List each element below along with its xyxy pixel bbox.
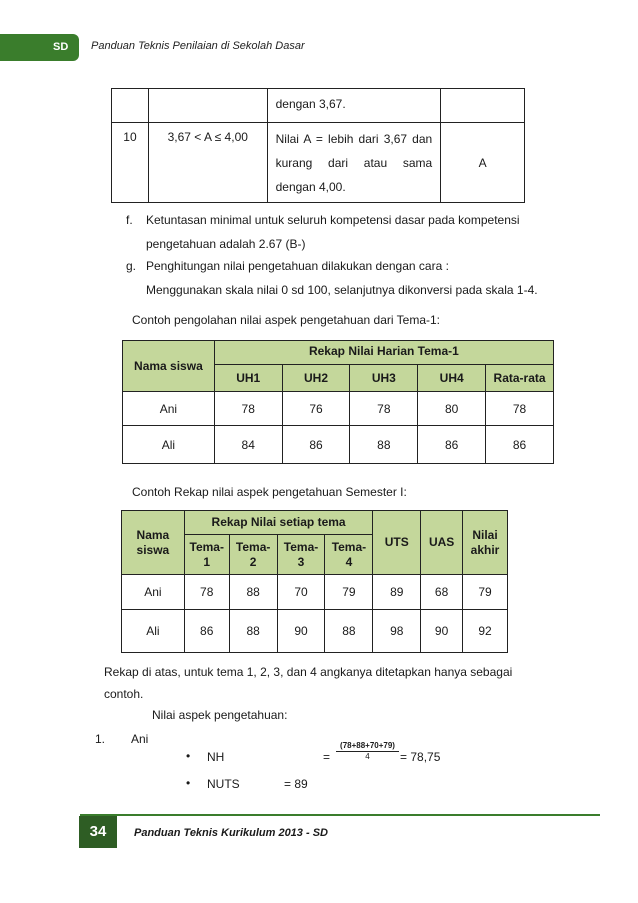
row-number: 10: [112, 123, 149, 203]
col-header: UH3: [350, 365, 418, 392]
col-header-name: Nama siswa: [123, 341, 215, 392]
nh-result: = 78,75: [400, 750, 441, 764]
score-cell: 68: [421, 575, 463, 610]
group-header: Rekap Nilai setiap tema: [184, 511, 373, 535]
page-number: 34: [79, 816, 117, 848]
col-header-tema: Tema- 1: [184, 535, 229, 575]
footer-title: Panduan Teknis Kurikulum 2013 - SD: [134, 827, 328, 839]
score-range: 3,67 < A ≤ 4,00: [148, 123, 267, 203]
footer-rule: [80, 814, 600, 816]
score-cell: 86: [184, 610, 229, 653]
score-cell: 70: [277, 575, 325, 610]
col-header-uts: UTS: [373, 511, 421, 575]
score-cell: 88: [350, 426, 418, 464]
score-cell: 84: [214, 426, 282, 464]
student-name: Ali: [123, 426, 215, 464]
fraction-denominator: 4: [365, 752, 370, 761]
col-header: Rata-rata: [486, 365, 554, 392]
note-f-text: Ketuntasan minimal untuk seluruh kompetensi dasar pada kompetensi: [146, 213, 520, 227]
recap-note-cont: contoh.: [104, 687, 144, 701]
recap-note: Rekap di atas, untuk tema 1, 2, 3, dan 4 angkanya ditetapkan hanya sebagai: [104, 665, 513, 679]
student-name: Ali: [122, 610, 185, 653]
score-cell: 78: [486, 392, 554, 426]
score-cell: 78: [184, 575, 229, 610]
semester-recap-table: [121, 510, 508, 653]
col-header-tema: Tema- 2: [229, 535, 277, 575]
nuts-label: NUTS: [207, 777, 240, 791]
score-cell: 92: [463, 610, 508, 653]
score-cell: 79: [463, 575, 508, 610]
range-description: dengan 3,67.: [267, 89, 441, 123]
col-header-tema: Tema- 3: [277, 535, 325, 575]
running-header-title: Panduan Teknis Penilaian di Sekolah Dasar: [91, 40, 305, 52]
note-f-marker: f.: [126, 213, 133, 227]
bullet-icon: •: [186, 749, 191, 763]
table-row: [122, 610, 508, 653]
student-name: Ani: [122, 575, 185, 610]
score-cell: 78: [214, 392, 282, 426]
score-cell: 76: [282, 392, 350, 426]
list-number: 1.: [95, 732, 106, 746]
example1-caption: Contoh pengolahan nilai aspek pengetahuan dari Tema-1:: [132, 313, 441, 327]
table-row: [123, 392, 554, 426]
score-cell: 88: [325, 610, 373, 653]
col-header-uas: UAS: [421, 511, 463, 575]
student-name: Ani: [131, 732, 149, 746]
note-f-text-cont: pengetahuan adalah 2.67 (B-): [146, 237, 306, 251]
score-cell: 79: [325, 575, 373, 610]
grade-conversion-table: [111, 88, 525, 203]
bullet-icon: •: [186, 776, 191, 790]
col-header: UH4: [418, 365, 486, 392]
table-row: [123, 426, 554, 464]
score-cell: 86: [418, 426, 486, 464]
score-cell: 80: [418, 392, 486, 426]
range-description: Nilai A = lebih dari 3,67 dan kurang dari atau sama dengan 4,00.: [267, 123, 441, 203]
score-cell: 86: [486, 426, 554, 464]
score-cell: 88: [229, 575, 277, 610]
col-header-name: Nama siswa: [122, 511, 185, 575]
note-g-marker: g.: [126, 259, 137, 273]
tema1-recap-table: [122, 340, 554, 464]
col-header: UH2: [282, 365, 350, 392]
fraction-numerator: (78+88+70+79): [336, 741, 399, 752]
nh-label: NH: [207, 750, 225, 764]
equals-sign: =: [323, 750, 331, 764]
col-header-tema: Tema- 4: [325, 535, 373, 575]
score-cell: 86: [282, 426, 350, 464]
fraction: [336, 741, 399, 762]
score-cell: 90: [421, 610, 463, 653]
section-badge: SD: [0, 34, 79, 61]
col-header: UH1: [214, 365, 282, 392]
score-cell: 78: [350, 392, 418, 426]
score-cell: 88: [229, 610, 277, 653]
grade-letter: A: [441, 123, 525, 203]
score-cell: 98: [373, 610, 421, 653]
example2-caption: Contoh Rekap nilai aspek pengetahuan Semester I:: [132, 485, 407, 499]
note-g-text: Penghitungan nilai pengetahuan dilakukan dengan cara :: [146, 259, 449, 273]
score-cell: 90: [277, 610, 325, 653]
score-cell: 89: [373, 575, 421, 610]
table-row: [112, 89, 525, 123]
nuts-value: = 89: [284, 777, 308, 791]
group-header: Rekap Nilai Harian Tema-1: [214, 341, 553, 365]
student-name: Ani: [123, 392, 215, 426]
table-row: [122, 575, 508, 610]
col-header-final: Nilai akhir: [463, 511, 508, 575]
subheading-knowledge: Nilai aspek pengetahuan:: [152, 708, 288, 722]
table-row: [112, 123, 525, 203]
note-g-text-cont: Menggunakan skala nilai 0 sd 100, selanjutnya dikonversi pada skala 1-4.: [146, 283, 538, 297]
